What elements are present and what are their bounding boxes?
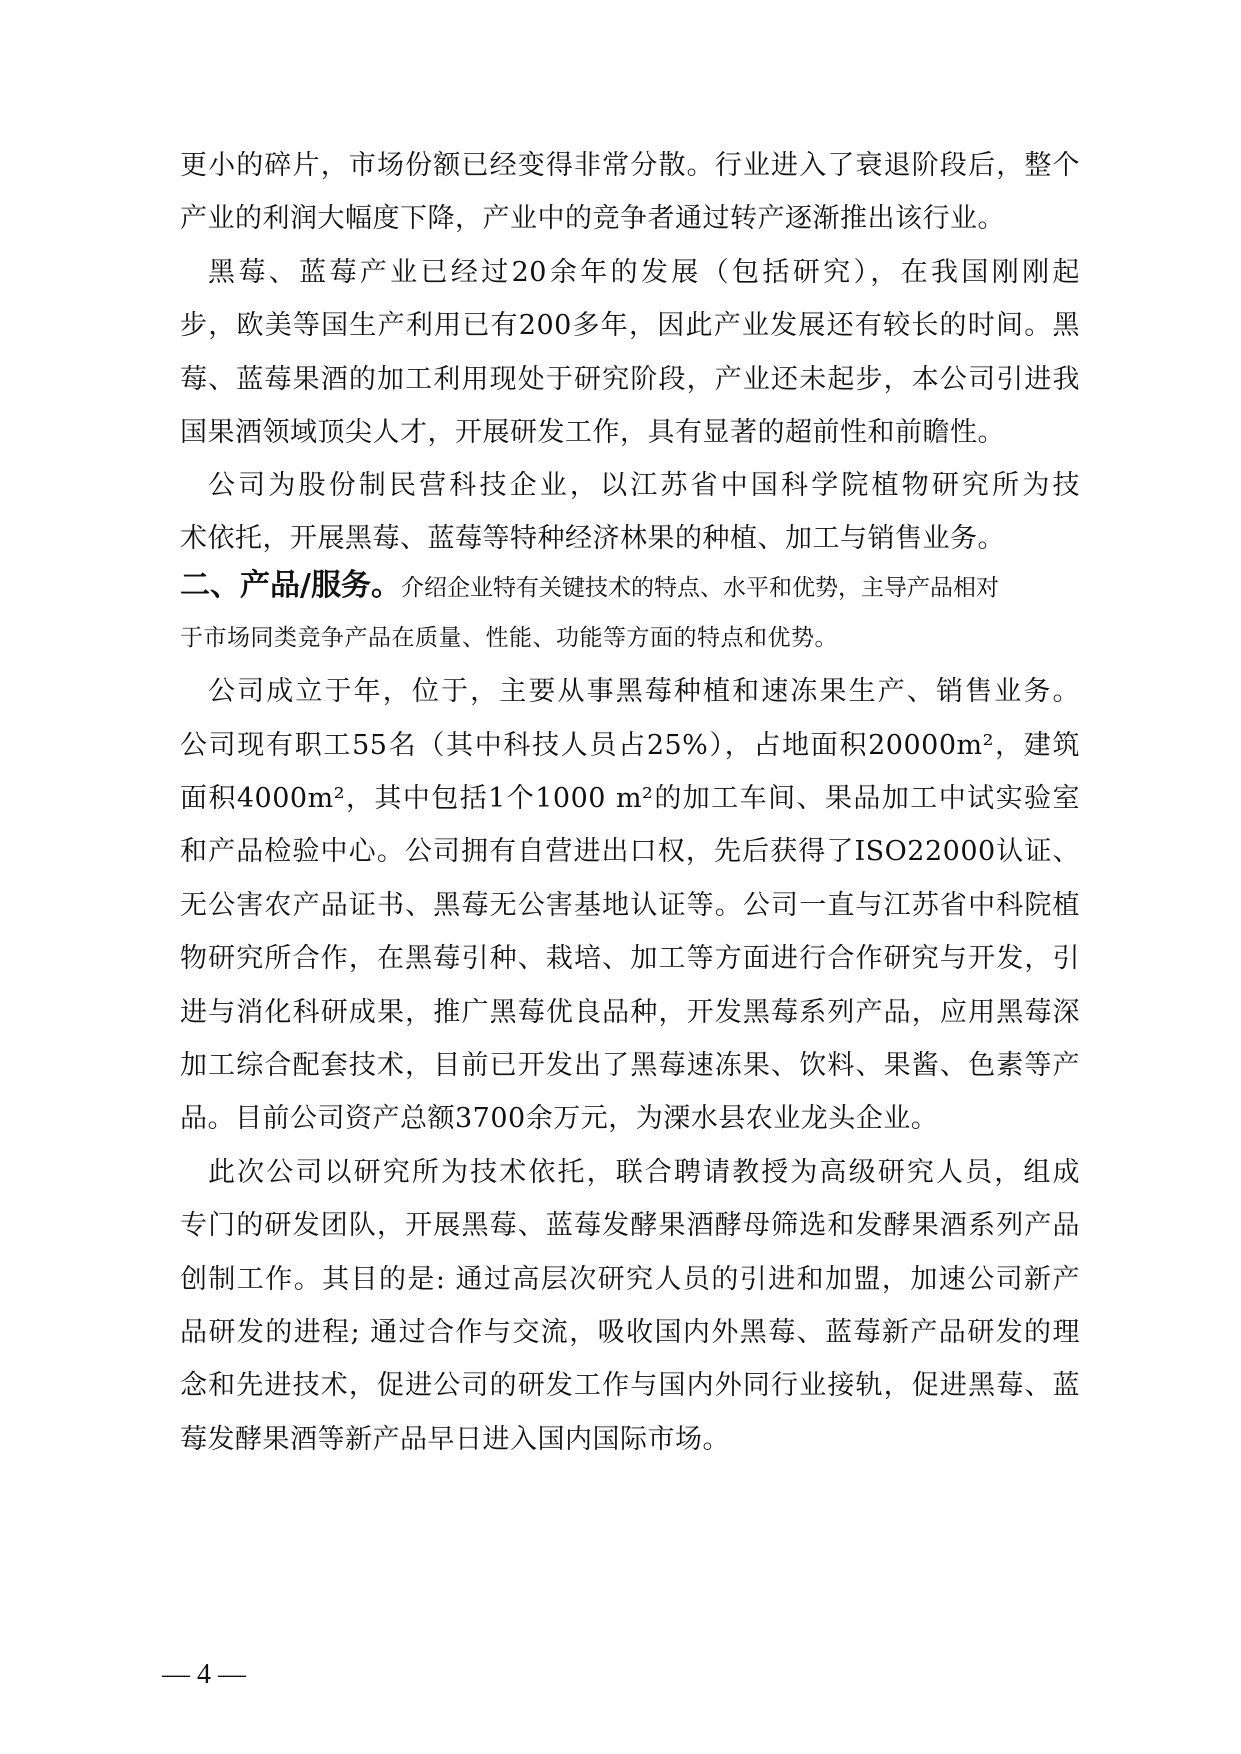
paragraph-line: 品。目前公司资产总额3700余万元，为溧水县农业龙头企业。 [180, 1103, 939, 1134]
paragraph-line: 步，欧美等国生产利用已有200多年，因此产业发展还有较长的时间。黑 [180, 310, 1080, 341]
section-heading-description: 介绍企业特有关键技术的特点、水平和优势，主导产品相对 [400, 575, 999, 601]
page-number: — 4 — [162, 1659, 246, 1690]
paragraph-line: 术依托，开展黑莓、蓝莓等特种经济林果的种植、加工与销售业务。 [180, 523, 1005, 554]
paragraph-line: 进与消化科研成果，推广黑莓优良品种，开发黑莓系列产品，应用黑莓深 [180, 997, 1080, 1028]
section-heading-description-continued: 于市场同类竞争产品在质量、性能、功能等方面的特点和优势。 [180, 625, 838, 651]
paragraph-line: 专门的研发团队，开展黑莓、蓝莓发酵果酒酵母筛选和发酵果酒系列产品 [180, 1210, 1080, 1241]
paragraph-line: 品研发的进程; 通过合作与交流，吸收国内外黑莓、蓝莓新产品研发的理 [180, 1317, 1080, 1348]
paragraph-line: 念和先进技术，促进公司的研发工作与国内外同行业接轨，促进黑莓、蓝 [180, 1370, 1080, 1401]
paragraph-line: 创制工作。其目的是: 通过高层次研究人员的引进和加盟，加速公司新产 [180, 1264, 1080, 1295]
paragraph-line: 面积4000m²，其中包括1个1000 m²的加工车间、果品加工中试实验室 [180, 783, 1080, 814]
paragraph-line: 此次公司以研究所为技术依托，联合聘请教授为高级研究人员，组成 [208, 1157, 1080, 1188]
paragraph-line: 物研究所合作，在黑莓引种、栽培、加工等方面进行合作研究与开发，引 [180, 943, 1080, 974]
paragraph-line: 公司成立于年，位于，主要从事黑莓种植和速冻果生产、销售业务。 [208, 676, 1080, 707]
paragraph-line: 更小的碎片，市场份额已经变得非常分散。行业进入了衰退阶段后，整个 [180, 150, 1080, 181]
section-heading-title: 二、产品/服务。 [180, 568, 401, 603]
paragraph-line: 和产品检验中心。公司拥有自营进出口权，先后获得了ISO22000认证、 [180, 836, 1080, 867]
paragraph-line: 黑莓、蓝莓产业已经过20余年的发展（包括研究），在我国刚刚起 [208, 257, 1080, 288]
paragraph-line: 无公害农产品证书、黑莓无公害基地认证等。公司一直与江苏省中科院植 [180, 890, 1080, 921]
paragraph-line: 国果酒领域顶尖人才，开展研发工作，具有显著的超前性和前瞻性。 [180, 417, 1005, 448]
paragraph-line: 公司现有职工55名（其中科技人员占25%），占地面积20000m²，建筑 [180, 730, 1080, 761]
paragraph-line: 加工综合配套技术，目前已开发出了黑莓速冻果、饮料、果酱、色素等产 [180, 1050, 1080, 1081]
paragraph-line: 莓发酵果酒等新产品早日进入国内国际市场。 [180, 1424, 730, 1455]
paragraph-line: 莓、蓝莓果酒的加工利用现处于研究阶段，产业还未起步，本公司引进我 [180, 364, 1080, 395]
section-heading [180, 566, 1080, 610]
paragraph-line: 公司为股份制民营科技企业，以江苏省中国科学院植物研究所为技 [208, 470, 1080, 501]
paragraph-line: 产业的利润大幅度下降，产业中的竞争者通过转产逐渐推出该行业。 [180, 203, 1005, 234]
